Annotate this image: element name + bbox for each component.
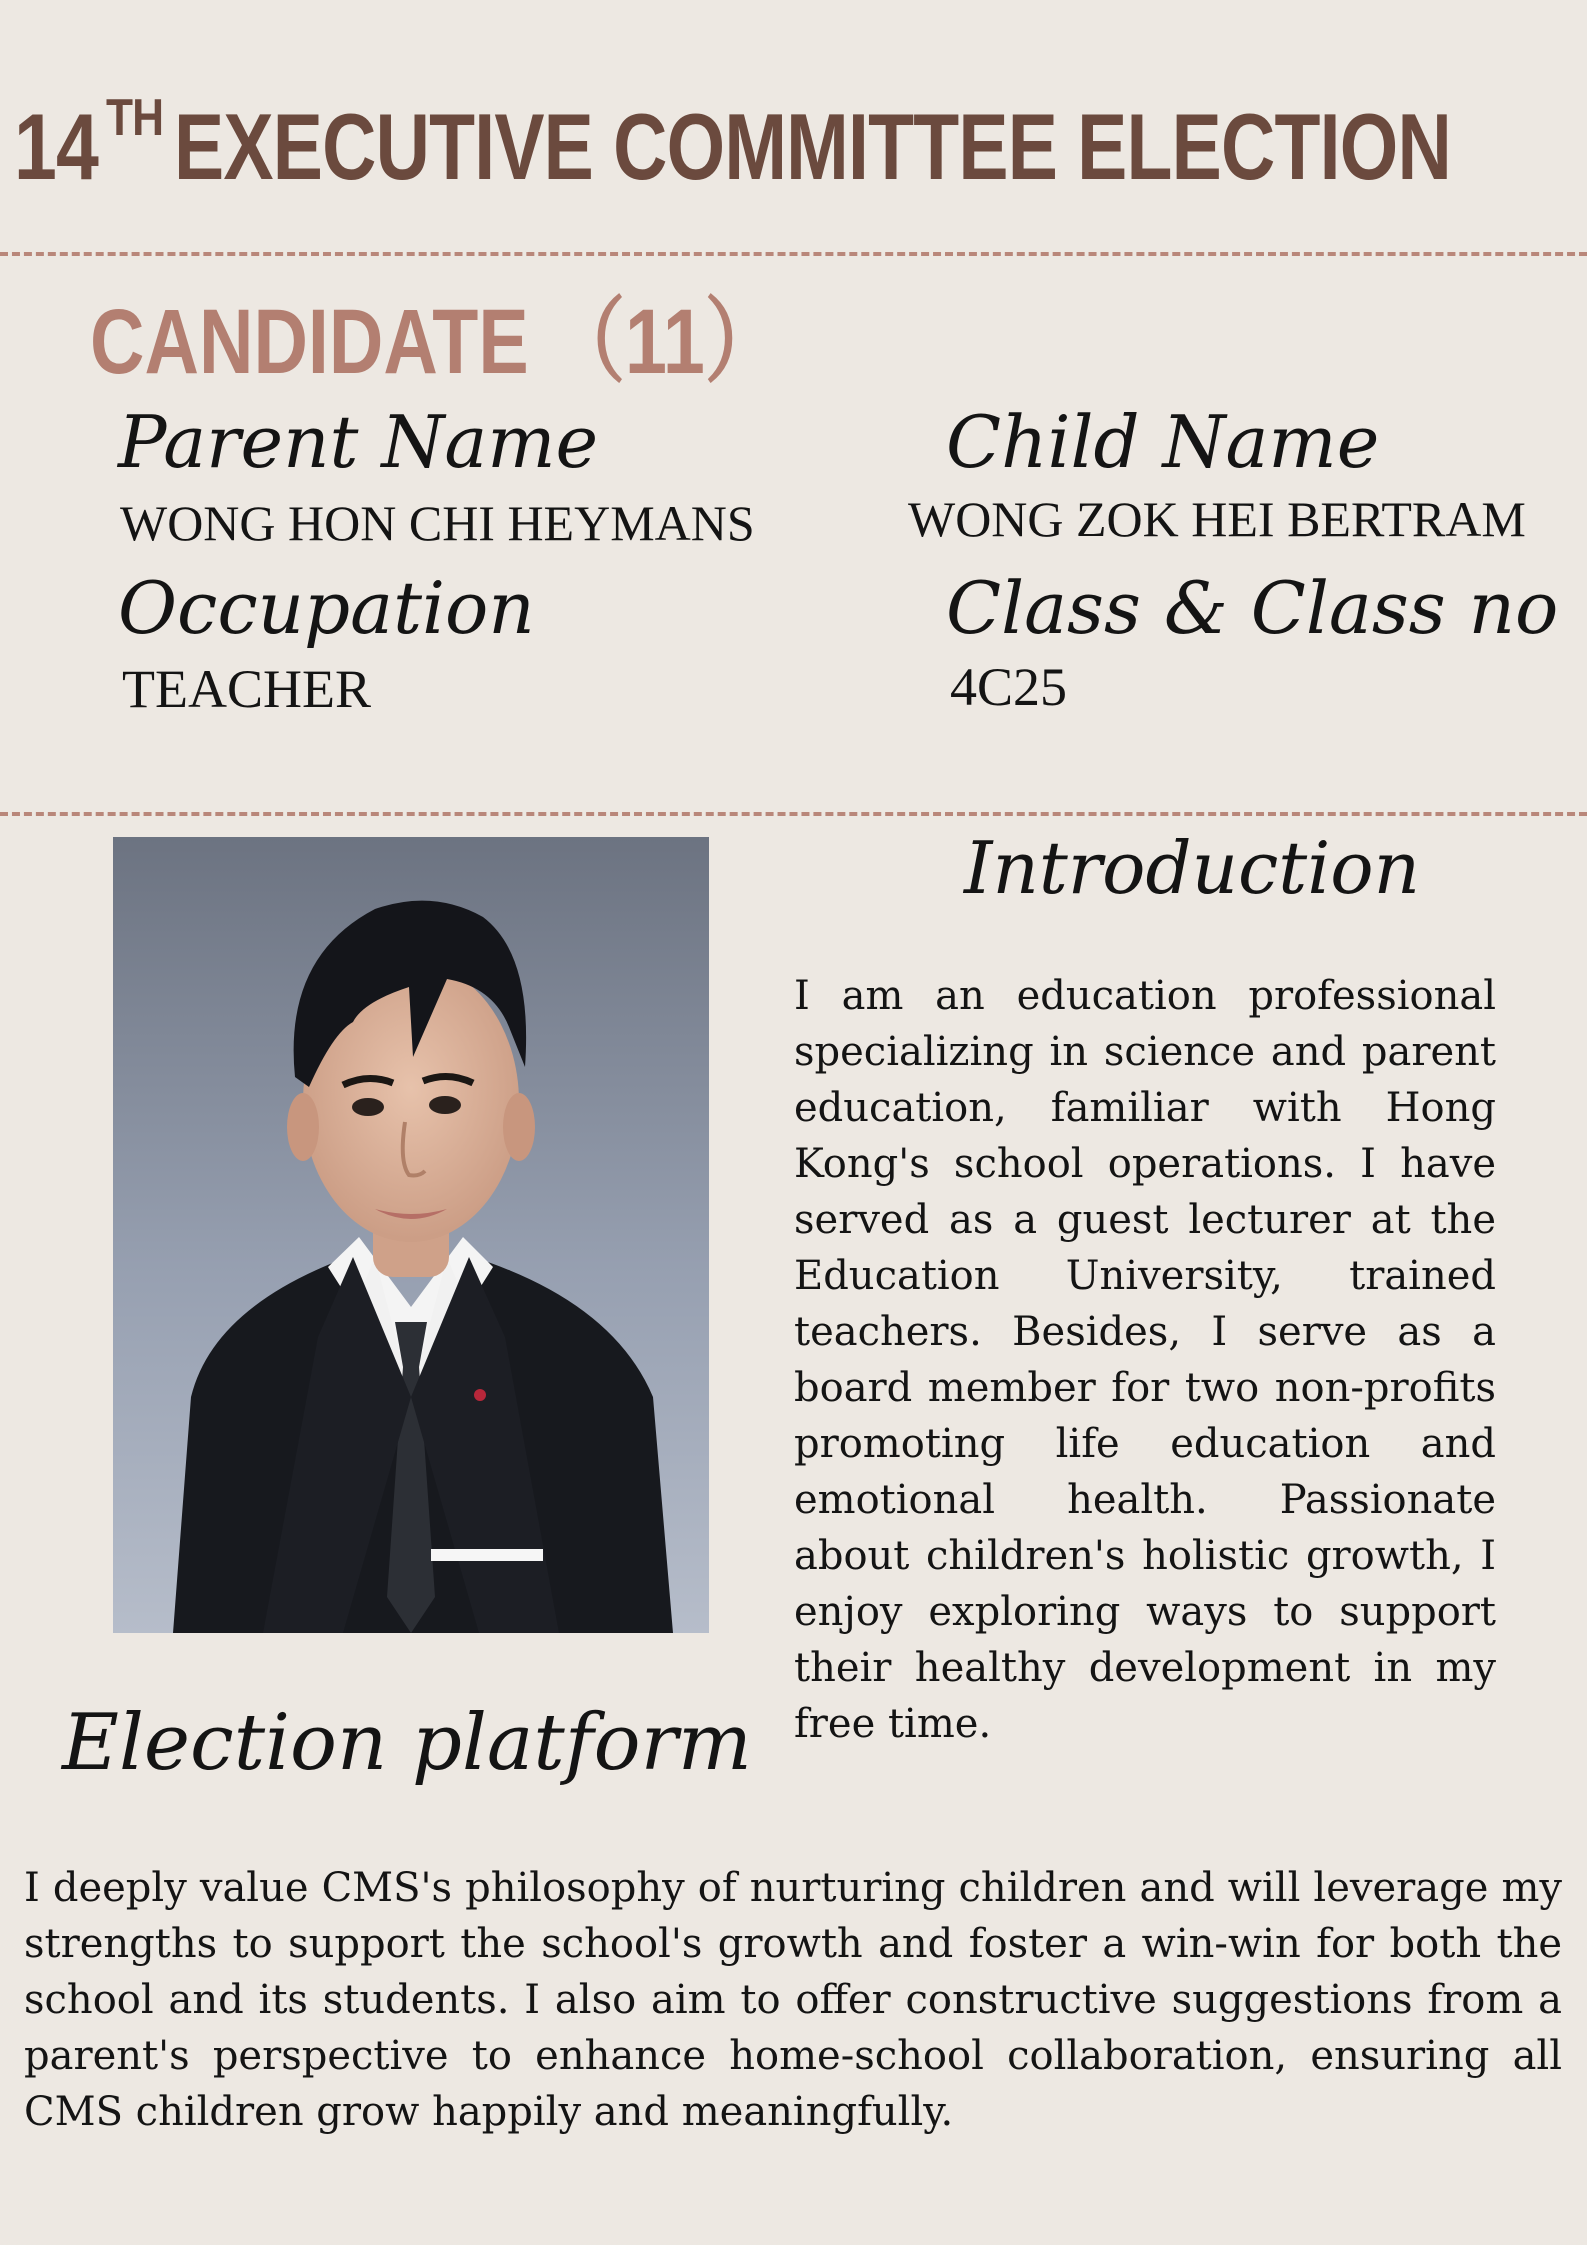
title-text: EXECUTIVE COMMITTEE ELECTION [174,94,1451,199]
title-number: 14 [14,94,99,199]
candidate-portrait-icon [113,837,709,1633]
occupation-value: TEACHER [122,659,371,719]
top-dashed-divider [0,252,1587,256]
candidate-heading: CANDIDATE （11） [90,291,781,393]
occupation-label: Occupation [118,566,535,650]
introduction-body: I am an education professional specializing in science and parent education, familiar with Hong Kong's school operations. I have served as a guest lecturer at the Education University, trained teachers. Besides, I serve as a board member for two non-profits promoting life education and emotional health. Passionate about children's holistic growth, I enjoy exploring ways to support their healthy development in my free time. [794,973,1496,1747]
parent-name-label: Parent Name [118,400,599,484]
parent-name-value: WONG HON CHI HEYMANS [120,495,755,551]
election-title [14,89,1574,222]
title-ordinal-suffix: TH [106,89,164,147]
child-name-value: WONG ZOK HEI BERTRAM [908,491,1526,547]
middle-dashed-divider [0,812,1587,816]
class-value: 4C25 [950,657,1068,717]
class-label: Class & Class no [946,566,1559,650]
candidate-photo [113,837,709,1633]
election-platform-heading: Election platform [62,1698,752,1788]
introduction-heading: Introduction [964,826,1420,910]
election-platform-body: I deeply value CMS's philosophy of nurturing children and will leverage my strengths to support the school's growth and foster a win-win for both the school and its students. I also aim to offer constructive suggestions from a parent's perspective to enhance home-school collaboration, ensuring all CMS children grow happily and meaningfully. [24,1865,1562,2135]
child-name-label: Child Name [946,400,1380,484]
